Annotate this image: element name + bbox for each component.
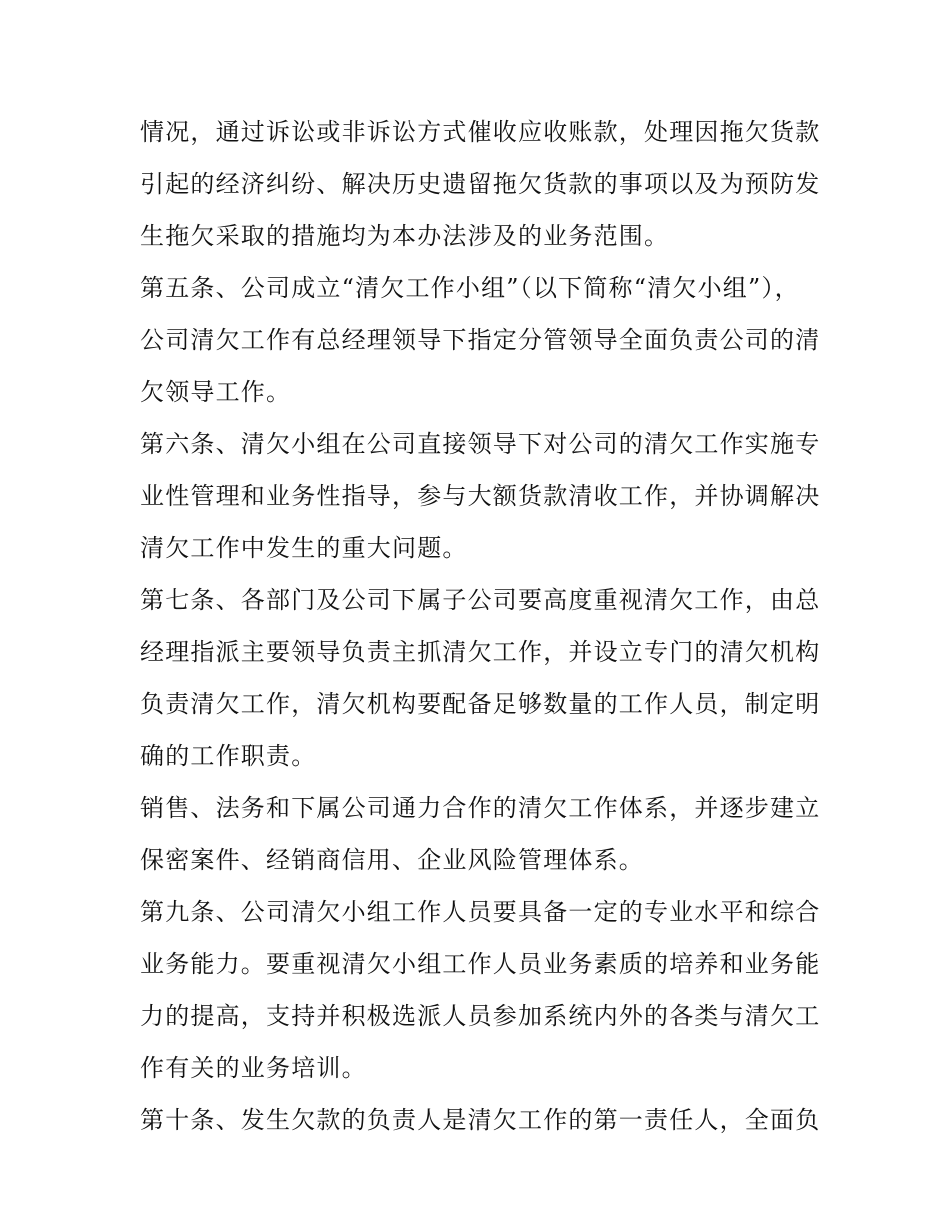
text-line: 引起的经济纠纷、解决历史遗留拖欠货款的事项以及为预防发 xyxy=(140,170,821,198)
text-line: 经理指派主要领导负责主抓清欠工作，并设立专门的清欠机构 xyxy=(140,638,821,666)
text-line: 清欠工作中发生的重大问题。 xyxy=(140,534,468,562)
text-line: 第十条、发生欠款的负责人是清欠工作的第一责任人，全面负 xyxy=(140,1106,821,1134)
text-line: 第五条、公司成立“清欠工作小组”（以下简称“清欠小组”）， xyxy=(140,274,800,302)
text-line: 情况，通过诉讼或非诉讼方式催收应收账款，处理因拖欠货款 xyxy=(140,118,821,146)
text-line: 公司清欠工作有总经理领导下指定分管领导全面负责公司的清 xyxy=(140,326,821,354)
text-line: 第七条、各部门及公司下属子公司要高度重视清欠工作，由总 xyxy=(140,586,821,614)
text-line: 保密案件、经销商信用、企业风险管理体系。 xyxy=(140,846,644,874)
text-line: 作有关的业务培训。 xyxy=(140,1054,367,1082)
text-line: 第九条、公司清欠小组工作人员要具备一定的专业水平和综合 xyxy=(140,898,821,926)
text-line: 欠领导工作。 xyxy=(140,378,292,406)
text-line: 业性管理和业务性指导，参与大额货款清收工作，并协调解决 xyxy=(140,482,821,510)
text-line: 业务能力。要重视清欠小组工作人员业务素质的培养和业务能 xyxy=(140,950,821,978)
text-line: 负责清欠工作，清欠机构要配备足够数量的工作人员，制定明 xyxy=(140,690,821,718)
text-line: 第六条、清欠小组在公司直接领导下对公司的清欠工作实施专 xyxy=(140,430,821,458)
text-line: 力的提高，支持并积极选派人员参加系统内外的各类与清欠工 xyxy=(140,1002,821,1030)
text-line: 销售、法务和下属公司通力合作的清欠工作体系，并逐步建立 xyxy=(140,794,821,822)
text-line: 确的工作职责。 xyxy=(140,742,317,770)
text-line: 生拖欠采取的措施均为本办法涉及的业务范围。 xyxy=(140,222,670,250)
document-body xyxy=(140,106,820,1146)
